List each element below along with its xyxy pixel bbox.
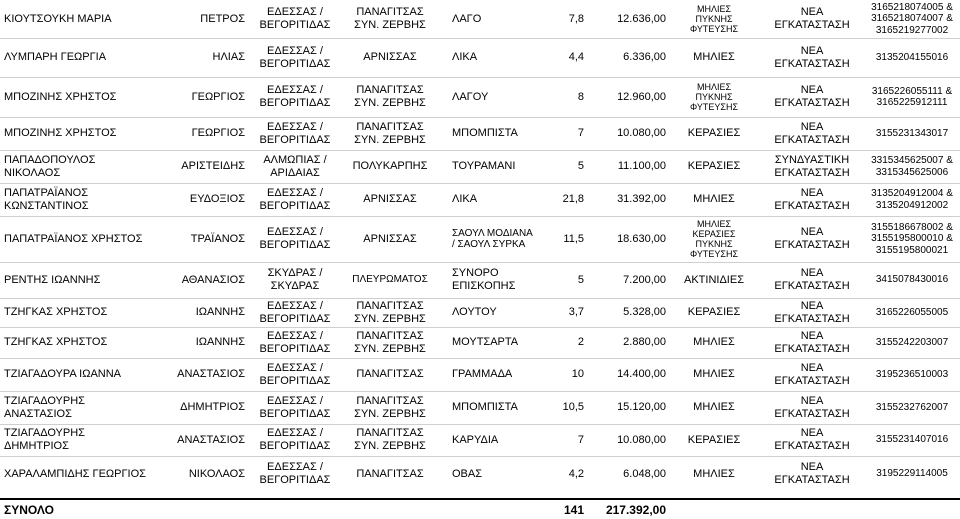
cell-amount: 6.336,00 bbox=[623, 51, 666, 63]
cell-parcel-code: 3195229114005 bbox=[876, 468, 948, 480]
cell-area: 5 bbox=[577, 160, 584, 172]
total-row bbox=[0, 502, 960, 518]
cell-crop: ΚΕΡΑΣΙΕΣ bbox=[687, 433, 741, 446]
row-divider bbox=[0, 358, 960, 359]
cell-name: ΠΑΠΑΤΡΑΪΑΝΟΣ ΧΡΗΣΤΟΣ bbox=[4, 232, 143, 245]
cell-crop: ΜΗΛΙΕΣ bbox=[693, 51, 735, 63]
cell-crop: ΜΗΛΙΕΣ bbox=[693, 401, 735, 413]
cell-parcel-code: 3135204912004 & 3135204912002 bbox=[871, 188, 953, 211]
cell-area: 8 bbox=[577, 90, 584, 103]
cell-area: 21,8 bbox=[562, 193, 584, 205]
cell-community: ΠΑΝΑΓΙΤΣΑΣ bbox=[356, 368, 424, 380]
cell-amount: 2.880,00 bbox=[623, 336, 666, 348]
cell-locality: ΓΡΑΜΜΑΔΑ bbox=[452, 368, 513, 380]
cell-amount: 7.200,00 bbox=[623, 273, 666, 286]
cell-name: ΡΕΝΤΗΣ ΙΩΑΝΝΗΣ bbox=[4, 273, 101, 286]
cell-community: ΠΑΝΑΓΙΤΣΑΣ ΣΥΝ. ΖΕΡΒΗΣ bbox=[354, 394, 426, 420]
cell-municipality: ΕΔΕΣΣΑΣ / ΒΕΓΟΡΙΤΙΔΑΣ bbox=[259, 361, 331, 387]
cell-crop: ΜΗΛΙΕΣ bbox=[693, 467, 735, 480]
cell-parcel-code: 3165218074005 & 3165218074007 & 3165219277002 bbox=[871, 1, 953, 36]
cell-name: ΚΙΟΥΤΣΟΥΚΗ ΜΑΡΙΑ bbox=[4, 12, 112, 25]
cell-father-name: ΕΥΔΟΞΙΟΣ bbox=[189, 193, 245, 205]
cell-crop: ΑΚΤΙΝΙΔΙΕΣ bbox=[684, 273, 744, 286]
cell-installation-type: ΝΕΑ ΕΓΚΑΤΑΣΤΑΣΗ bbox=[774, 6, 850, 31]
cell-amount: 10.080,00 bbox=[617, 433, 666, 446]
cell-amount: 5.328,00 bbox=[623, 306, 666, 318]
cell-municipality: ΕΔΕΣΣΑΣ / ΒΕΓΟΡΙΤΙΔΑΣ bbox=[259, 461, 331, 486]
cell-area: 4,2 bbox=[568, 467, 584, 480]
cell-parcel-code: 3135204155016 bbox=[875, 51, 949, 63]
table-row bbox=[0, 38, 960, 77]
cell-locality: ΣΑΟΥΛ ΜΟΔΙΑΝΑ / ΣΑΟΥΛ ΣΥΡΚΑ bbox=[452, 227, 533, 250]
cell-community: ΠΑΝΑΓΙΤΣΑΣ ΣΥΝ. ΖΕΡΒΗΣ bbox=[354, 84, 426, 109]
cell-father-name: ΓΕΩΡΓΙΟΣ bbox=[191, 90, 245, 103]
total-area: 141 bbox=[563, 502, 584, 517]
cell-area: 3,7 bbox=[568, 306, 584, 318]
cell-father-name: ΑΝΑΣΤΑΣΙΟΣ bbox=[177, 433, 245, 446]
cell-community: ΠΑΝΑΓΙΤΣΑΣ ΣΥΝ. ΖΕΡΒΗΣ bbox=[354, 6, 426, 31]
cell-name: ΤΖΙΑΓΑΔΟΥΡΗΣ ΑΝΑΣΤΑΣΙΟΣ bbox=[4, 394, 85, 420]
cell-installation-type: ΝΕΑ ΕΓΚΑΤΑΣΤΑΣΗ bbox=[774, 461, 850, 486]
cell-locality: ΛΙΚΑ bbox=[452, 193, 478, 205]
cell-municipality: ΕΔΕΣΣΑΣ / ΒΕΓΟΡΙΤΙΔΑΣ bbox=[259, 299, 331, 325]
cell-installation-type: ΝΕΑ ΕΓΚΑΤΑΣΤΑΣΗ bbox=[774, 329, 850, 355]
row-divider bbox=[0, 298, 960, 299]
cell-father-name: ΤΡΑΪΑΝΟΣ bbox=[190, 232, 245, 245]
cell-municipality: ΕΔΕΣΣΑΣ / ΒΕΓΟΡΙΤΙΔΑΣ bbox=[259, 84, 331, 109]
row-divider bbox=[0, 183, 960, 184]
cell-installation-type: ΝΕΑ ΕΓΚΑΤΑΣΤΑΣΗ bbox=[774, 226, 850, 251]
cell-community: ΠΑΝΑΓΙΤΣΑΣ bbox=[356, 467, 424, 480]
row-divider bbox=[0, 117, 960, 118]
cell-area: 7,8 bbox=[568, 12, 584, 25]
cell-municipality: ΕΔΕΣΣΑΣ / ΒΕΓΟΡΙΤΙΔΑΣ bbox=[259, 6, 331, 31]
cell-crop: ΜΗΛΙΕΣ bbox=[693, 193, 735, 205]
cell-crop: ΜΗΛΙΕΣ ΠΥΚΝΗΣ ΦΥΤΕΥΣΗΣ bbox=[689, 4, 739, 34]
cell-community: ΠΛΕΥΡΩΜΑΤΟΣ bbox=[352, 274, 428, 286]
cell-amount: 15.120,00 bbox=[617, 401, 666, 413]
row-divider bbox=[0, 38, 960, 39]
cell-locality: ΛΑΓΟ bbox=[452, 12, 482, 25]
cell-father-name: ΙΩΑΝΝΗΣ bbox=[195, 336, 245, 348]
cell-father-name: ΔΗΜΗΤΡΙΟΣ bbox=[180, 401, 245, 413]
cell-area: 10 bbox=[571, 368, 584, 380]
cell-locality: ΚΑΡΥΔΙΑ bbox=[452, 433, 499, 446]
cell-community: ΑΡΝΙΣΣΑΣ bbox=[363, 51, 417, 63]
cell-locality: ΤΟΥΡΑΜΑΝΙ bbox=[452, 160, 516, 172]
row-divider bbox=[0, 391, 960, 392]
cell-installation-type: ΝΕΑ ΕΓΚΑΤΑΣΤΑΣΗ bbox=[774, 299, 850, 325]
cell-amount: 11.100,00 bbox=[617, 160, 666, 172]
cell-name: ΤΖΗΓΚΑΣ ΧΡΗΣΤΟΣ bbox=[4, 306, 108, 318]
cell-father-name: ΑΘΑΝΑΣΙΟΣ bbox=[181, 273, 245, 286]
cell-amount: 14.400,00 bbox=[617, 368, 666, 380]
cell-municipality: ΕΔΕΣΣΑΣ / ΒΕΓΟΡΙΤΙΔΑΣ bbox=[259, 394, 331, 420]
cell-area: 10,5 bbox=[562, 401, 584, 413]
row-divider bbox=[0, 327, 960, 328]
cell-father-name: ΠΕΤΡΟΣ bbox=[200, 12, 245, 25]
table-row bbox=[0, 391, 960, 424]
cell-area: 11,5 bbox=[563, 232, 584, 245]
cell-installation-type: ΣΥΝΔΥΑΣΤΙΚΗ ΕΓΚΑΤΑΣΤΑΣΗ bbox=[774, 153, 850, 179]
cell-parcel-code: 3165226055005 bbox=[875, 306, 949, 318]
table-row bbox=[0, 358, 960, 391]
cell-installation-type: ΝΕΑ ΕΓΚΑΤΑΣΤΑΣΗ bbox=[774, 44, 850, 70]
total-separator bbox=[0, 498, 960, 500]
cell-father-name: ΑΝΑΣΤΑΣΙΟΣ bbox=[177, 368, 245, 380]
cell-locality: ΜΠΟΜΠΙΣΤΑ bbox=[452, 127, 518, 139]
table-row bbox=[0, 216, 960, 262]
cell-amount: 12.960,00 bbox=[617, 90, 666, 103]
cell-amount: 6.048,00 bbox=[623, 467, 666, 480]
cell-community: ΠΑΝΑΓΙΤΣΑΣ ΣΥΝ. ΖΕΡΒΗΣ bbox=[354, 329, 426, 355]
row-divider bbox=[0, 424, 960, 425]
table-row bbox=[0, 262, 960, 298]
cell-crop: ΚΕΡΑΣΙΕΣ bbox=[687, 160, 741, 172]
cell-municipality: ΕΔΕΣΣΑΣ / ΒΕΓΟΡΙΤΙΔΑΣ bbox=[259, 226, 331, 251]
cell-installation-type: ΝΕΑ ΕΓΚΑΤΑΣΤΑΣΗ bbox=[774, 427, 850, 452]
cell-community: ΠΟΛΥΚΑΡΠΗΣ bbox=[352, 160, 428, 172]
cell-father-name: ΙΩΑΝΝΗΣ bbox=[195, 306, 245, 318]
cell-parcel-code: 3155186678002 & 3155195800010 & 3155195800021 bbox=[871, 221, 953, 256]
cell-area: 4,4 bbox=[568, 51, 584, 63]
cell-community: ΠΑΝΑΓΙΤΣΑΣ ΣΥΝ. ΖΕΡΒΗΣ bbox=[354, 120, 426, 146]
cell-father-name: ΗΛΙΑΣ bbox=[212, 51, 245, 63]
cell-community: ΠΑΝΑΓΙΤΣΑΣ ΣΥΝ. ΖΕΡΒΗΣ bbox=[354, 427, 426, 452]
cell-parcel-code: 3315345625007 & 3315345625006 bbox=[871, 155, 953, 178]
cell-locality: ΛΟΥΤΟΥ bbox=[452, 306, 497, 318]
cell-name: ΠΑΠΑΔΟΠΟΥΛΟΣ ΝΙΚΟΛΑΟΣ bbox=[4, 153, 96, 179]
cell-installation-type: ΝΕΑ ΕΓΚΑΤΑΣΤΑΣΗ bbox=[774, 186, 850, 212]
cell-community: ΠΑΝΑΓΙΤΣΑΣ ΣΥΝ. ΖΕΡΒΗΣ bbox=[354, 299, 426, 325]
cell-area: 5 bbox=[577, 273, 584, 286]
cell-parcel-code: 3155231407016 bbox=[875, 434, 949, 446]
cell-municipality: ΕΔΕΣΣΑΣ / ΒΕΓΟΡΙΤΙΔΑΣ bbox=[259, 427, 331, 452]
table-row bbox=[0, 0, 960, 38]
cell-installation-type: ΝΕΑ ΕΓΚΑΤΑΣΤΑΣΗ bbox=[774, 394, 850, 420]
cell-crop: ΜΗΛΙΕΣ ΚΕΡΑΣΙΕΣ ΠΥΚΝΗΣ ΦΥΤΕΥΣΗΣ bbox=[689, 219, 739, 259]
cell-father-name: ΝΙΚΟΛΑΟΣ bbox=[188, 467, 245, 480]
table-row bbox=[0, 327, 960, 358]
cell-municipality: ΑΛΜΩΠΙΑΣ / ΑΡΙΔΑΙΑΣ bbox=[263, 153, 327, 179]
cell-name: ΠΑΠΑΤΡΑΪΑΝΟΣ ΚΩΝΣΤΑΝΤΙΝΟΣ bbox=[4, 186, 89, 212]
cell-parcel-code: 3155232762007 bbox=[875, 401, 949, 413]
total-amount: 217.392,00 bbox=[605, 502, 666, 517]
cell-crop: ΚΕΡΑΣΙΕΣ bbox=[687, 127, 741, 139]
cell-name: ΜΠΟΖΙΝΗΣ ΧΡΗΣΤΟΣ bbox=[4, 90, 117, 103]
cell-parcel-code: 3415078430016 bbox=[875, 274, 949, 286]
cell-name: ΛΥΜΠΑΡΗ ΓΕΩΡΓΙΑ bbox=[4, 51, 107, 63]
cell-name: ΤΖΙΑΓΑΔΟΥΡΑ ΙΩΑΝΝΑ bbox=[4, 368, 122, 380]
cell-crop: ΚΕΡΑΣΙΕΣ bbox=[687, 306, 741, 318]
table-row bbox=[0, 456, 960, 492]
table-row bbox=[0, 77, 960, 117]
cell-father-name: ΑΡΙΣΤΕΙΔΗΣ bbox=[181, 160, 245, 172]
cell-locality: ΟΒΑΣ bbox=[452, 467, 483, 480]
row-divider bbox=[0, 262, 960, 263]
cell-crop: ΜΗΛΙΕΣ ΠΥΚΝΗΣ ΦΥΤΕΥΣΗΣ bbox=[689, 82, 739, 112]
cell-locality: ΣΥΝΟΡΟ ΕΠΙΣΚΟΠΗΣ bbox=[452, 267, 516, 292]
cell-name: ΧΑΡΑΛΑΜΠΙΔΗΣ ΓΕΩΡΓΙΟΣ bbox=[4, 467, 146, 480]
cell-amount: 12.636,00 bbox=[617, 12, 666, 25]
cell-amount: 10.080,00 bbox=[617, 127, 666, 139]
cell-municipality: ΕΔΕΣΣΑΣ / ΒΕΓΟΡΙΤΙΔΑΣ bbox=[259, 329, 331, 355]
cell-area: 2 bbox=[577, 336, 584, 348]
cell-parcel-code: 3195236510003 bbox=[875, 368, 949, 380]
cell-locality: ΜΠΟΜΠΙΣΤΑ bbox=[452, 401, 518, 413]
row-divider bbox=[0, 456, 960, 457]
cell-community: ΑΡΝΙΣΣΑΣ bbox=[363, 232, 417, 245]
table-row bbox=[0, 117, 960, 150]
cell-municipality: ΕΔΕΣΣΑΣ / ΒΕΓΟΡΙΤΙΔΑΣ bbox=[259, 186, 331, 212]
cell-locality: ΜΟΥΤΣΑΡΤΑ bbox=[452, 336, 519, 348]
cell-installation-type: ΝΕΑ ΕΓΚΑΤΑΣΤΑΣΗ bbox=[774, 120, 850, 146]
table-row bbox=[0, 183, 960, 216]
cell-parcel-code: 3155231343017 bbox=[875, 127, 949, 139]
table-row bbox=[0, 150, 960, 183]
cell-parcel-code: 3165226055111 & 3165225912111 bbox=[871, 85, 953, 108]
row-divider bbox=[0, 77, 960, 78]
cell-municipality: ΕΔΕΣΣΑΣ / ΒΕΓΟΡΙΤΙΔΑΣ bbox=[259, 120, 331, 146]
table-row bbox=[0, 424, 960, 456]
cell-municipality: ΕΔΕΣΣΑΣ / ΒΕΓΟΡΙΤΙΔΑΣ bbox=[259, 44, 331, 70]
cell-installation-type: ΝΕΑ ΕΓΚΑΤΑΣΤΑΣΗ bbox=[774, 84, 850, 109]
cell-installation-type: ΝΕΑ ΕΓΚΑΤΑΣΤΑΣΗ bbox=[774, 267, 850, 292]
cell-crop: ΜΗΛΙΕΣ bbox=[693, 368, 735, 380]
cell-municipality: ΣΚΥΔΡΑΣ / ΣΚΥΔΡΑΣ bbox=[267, 267, 323, 292]
cell-amount: 18.630,00 bbox=[617, 232, 666, 245]
cell-name: ΜΠΟΖΙΝΗΣ ΧΡΗΣΤΟΣ bbox=[4, 127, 117, 139]
row-divider bbox=[0, 150, 960, 151]
cell-father-name: ΓΕΩΡΓΙΟΣ bbox=[191, 127, 245, 139]
cell-area: 7 bbox=[577, 127, 584, 139]
cell-area: 7 bbox=[577, 433, 584, 446]
table-row bbox=[0, 298, 960, 327]
cell-crop: ΜΗΛΙΕΣ bbox=[693, 336, 735, 348]
cell-amount: 31.392,00 bbox=[617, 193, 666, 205]
cell-name: ΤΖΗΓΚΑΣ ΧΡΗΣΤΟΣ bbox=[4, 336, 108, 348]
cell-parcel-code: 3155242203007 bbox=[875, 336, 949, 348]
cell-community: ΑΡΝΙΣΣΑΣ bbox=[363, 193, 417, 205]
cell-locality: ΛΙΚΑ bbox=[452, 51, 478, 63]
cell-locality: ΛΑΓΟΥ bbox=[452, 90, 489, 103]
row-divider bbox=[0, 216, 960, 217]
cell-name: ΤΖΙΑΓΑΔΟΥΡΗΣ ΔΗΜΗΤΡΙΟΣ bbox=[4, 427, 85, 452]
total-label: ΣΥΝΟΛΟ bbox=[4, 502, 54, 517]
cell-installation-type: ΝΕΑ ΕΓΚΑΤΑΣΤΑΣΗ bbox=[774, 361, 850, 387]
